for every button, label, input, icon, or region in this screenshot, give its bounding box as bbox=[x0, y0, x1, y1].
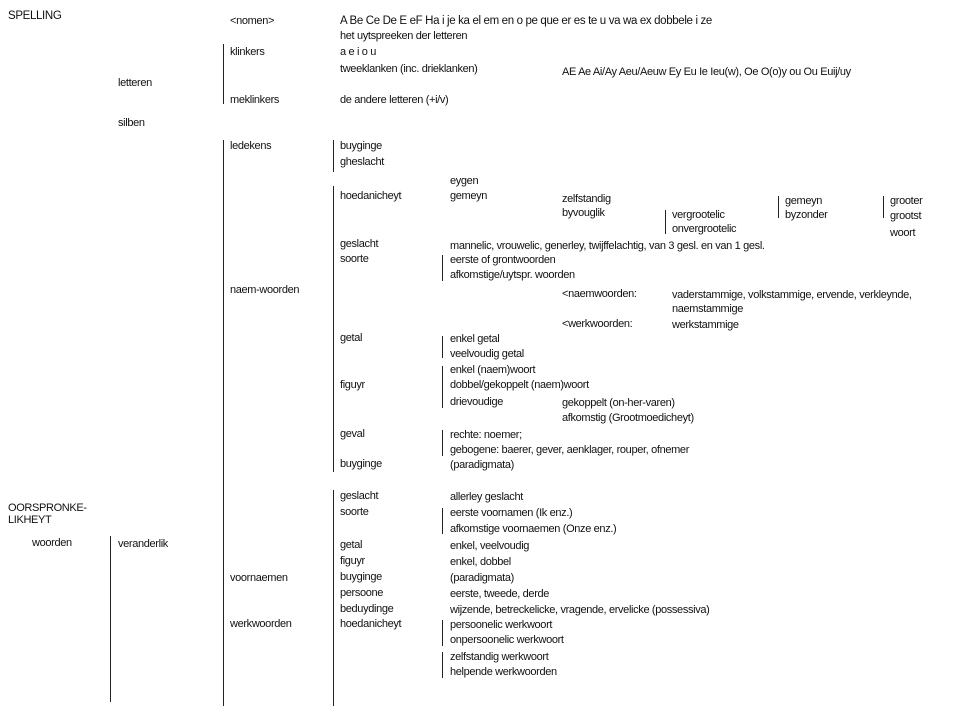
naem-werkwoorden-desc: werkstammige bbox=[672, 319, 739, 331]
bracket-voor-soorte bbox=[442, 508, 443, 534]
bracket-gemeyn-byzonder bbox=[778, 196, 779, 218]
bracket-naem-figuyr bbox=[442, 366, 443, 408]
label-klinkers: klinkers bbox=[230, 46, 265, 58]
naem-werkwoorden-label: <werkwoorden: bbox=[562, 318, 633, 330]
label-veranderlik: veranderlik bbox=[118, 538, 168, 550]
naem-enkel-getal: enkel getal bbox=[450, 333, 500, 345]
label-silben: silben bbox=[118, 117, 145, 129]
naem-veelvoudig-getal: veelvoudig getal bbox=[450, 348, 524, 360]
werk-helpende: helpende werkwoorden bbox=[450, 666, 557, 678]
label-ledekens: ledekens bbox=[230, 140, 272, 152]
voor-figuyr-desc: enkel, dobbel bbox=[450, 556, 511, 568]
voor-paradigmata: (paradigmata) bbox=[450, 572, 514, 584]
werk-onpersoonelic: onpersoonelic werkwoort bbox=[450, 634, 564, 646]
label-voornaemen: voornaemen bbox=[230, 572, 288, 584]
naem-geslacht: geslacht bbox=[340, 238, 379, 250]
klinkers-list: a e i o u bbox=[340, 46, 376, 58]
bracket-naem-soorte bbox=[442, 255, 443, 281]
voor-buyginge: buyginge bbox=[340, 571, 382, 583]
tweeklanken-list: AE Ae Ai/Ay Aeu/Aeuw Ey Eu Ie Ieu(w), Oe O(o)y ou Ou Euij/uy bbox=[562, 66, 851, 78]
alphabet-letters: A Be Ce De E eF Ha i je ka el em en o pe que er es te u va wa ex dobbele i ze bbox=[340, 15, 712, 27]
naem-figuyr: figuyr bbox=[340, 379, 365, 391]
naem-afkomstige: afkomstige/uytspr. woorden bbox=[450, 269, 575, 281]
werk-hoedanicheyt: hoedanicheyt bbox=[340, 618, 402, 630]
bracket-voornaemen bbox=[333, 490, 334, 706]
voor-beduydinge: beduydinge bbox=[340, 603, 394, 615]
naem-hoedanicheyt: hoedanicheyt bbox=[340, 190, 402, 202]
label-nomen: <nomen> bbox=[230, 15, 275, 27]
ledekens-gheslacht: gheslacht bbox=[340, 156, 384, 168]
label-woorden: woorden bbox=[32, 537, 72, 549]
label-letteren: letteren bbox=[118, 77, 152, 89]
voor-persoone: persoone bbox=[340, 587, 384, 599]
naem-grooter: grooter bbox=[890, 195, 923, 207]
bracket-naem-getal bbox=[442, 336, 443, 358]
voor-eerste: eerste voornamen (Ik enz.) bbox=[450, 507, 573, 519]
bracket-vergrootelic bbox=[665, 210, 666, 234]
bracket-woordsoorten bbox=[223, 140, 224, 706]
bracket-grooter bbox=[883, 196, 884, 218]
label-meklinkers: meklinkers bbox=[230, 94, 280, 106]
werk-zelfstandig: zelfstandig werkwoort bbox=[450, 651, 549, 663]
naem-byvouglik: byvouglik bbox=[562, 207, 605, 219]
voor-soorte: soorte bbox=[340, 506, 369, 518]
naem-grootst: grootst bbox=[890, 210, 922, 222]
label-oorspronkelikheyt-line2: LIKHEYT bbox=[8, 514, 52, 526]
tweeklanken-label: tweeklanken (inc. drieklanken) bbox=[340, 63, 478, 75]
naem-buyginge: buyginge bbox=[340, 458, 382, 470]
naem-zelfstandig: zelfstandig bbox=[562, 193, 611, 205]
naem-eerste: eerste of grontwoorden bbox=[450, 254, 556, 266]
naem-naemwoorden-desc2: naemstammige bbox=[672, 303, 743, 315]
naem-enkel-woort: enkel (naem)woort bbox=[450, 364, 536, 376]
naem-vergrootelic: vergrootelic bbox=[672, 209, 725, 221]
naem-geslacht-desc: mannelic, vrouwelic, generley, twijffelachtig, van 3 gesl. en van 1 gesl. bbox=[450, 240, 765, 252]
naem-dobbel-woort: dobbel/gekoppelt (naem)woort bbox=[450, 379, 589, 391]
label-oorspronkelikheyt-line1: OORSPRONKE- bbox=[8, 502, 87, 514]
naem-naemwoorden-label: <naemwoorden: bbox=[562, 288, 637, 300]
label-naem-woorden: naem-woorden bbox=[230, 284, 300, 296]
label-werkwoorden: werkwoorden bbox=[230, 618, 292, 630]
naem-gebogene: gebogene: baerer, gever, aenklager, rouper, ofnemer bbox=[450, 444, 690, 456]
label-spelling: SPELLING bbox=[8, 10, 62, 22]
naem-drievoudige: drievoudige bbox=[450, 396, 504, 408]
bracket-letteren bbox=[223, 44, 224, 104]
voor-beduydinge-desc: wijzende, betreckelicke, vragende, ervelicke (possessiva) bbox=[450, 604, 710, 616]
bracket-veranderlik bbox=[110, 536, 111, 702]
alphabet-pronunciation: het uytspreeken der letteren bbox=[340, 30, 468, 42]
voor-geslacht: geslacht bbox=[340, 490, 379, 502]
bracket-naem-woorden bbox=[333, 186, 334, 472]
voor-getal-desc: enkel, veelvoudig bbox=[450, 540, 530, 552]
naem-gekoppelt: gekoppelt (on-her-varen) bbox=[562, 397, 675, 409]
voor-afkomstige: afkomstige voornaemen (Onze enz.) bbox=[450, 523, 617, 535]
voor-persoone-desc: eerste, tweede, derde bbox=[450, 588, 550, 600]
naem-onvergrootelic: onvergrootelic bbox=[672, 223, 737, 235]
voor-geslacht-desc: allerley geslacht bbox=[450, 491, 523, 503]
naem-eygen: eygen bbox=[450, 175, 479, 187]
naem-soorte: soorte bbox=[340, 253, 369, 265]
voor-getal: getal bbox=[340, 539, 363, 551]
naem-woort: woort bbox=[890, 227, 916, 239]
naem-paradigmata: (paradigmata) bbox=[450, 459, 514, 471]
naem-gemeyn2: gemeyn bbox=[785, 195, 823, 207]
bracket-werk-zelfstandig bbox=[442, 652, 443, 678]
bracket-ledekens bbox=[333, 140, 334, 172]
bracket-werk-persoonelic bbox=[442, 620, 443, 646]
naem-geval: geval bbox=[340, 428, 365, 440]
naem-gemeyn: gemeyn bbox=[450, 190, 488, 202]
bracket-naem-geval bbox=[442, 430, 443, 456]
meklinkers-desc: de andere letteren (+i/v) bbox=[340, 94, 449, 106]
werk-persoonelic: persoonelic werkwoort bbox=[450, 619, 553, 631]
naem-afkomstig: afkomstig (Grootmoedicheyt) bbox=[562, 412, 694, 424]
naem-rechte: rechte: noemer; bbox=[450, 429, 522, 441]
voor-figuyr: figuyr bbox=[340, 555, 365, 567]
naem-naemwoorden-desc1: vaderstammige, volkstammige, ervende, verkleynde, bbox=[672, 289, 912, 301]
naem-getal: getal bbox=[340, 332, 363, 344]
naem-byzonder: byzonder bbox=[785, 209, 828, 221]
ledekens-buyginge: buyginge bbox=[340, 140, 382, 152]
